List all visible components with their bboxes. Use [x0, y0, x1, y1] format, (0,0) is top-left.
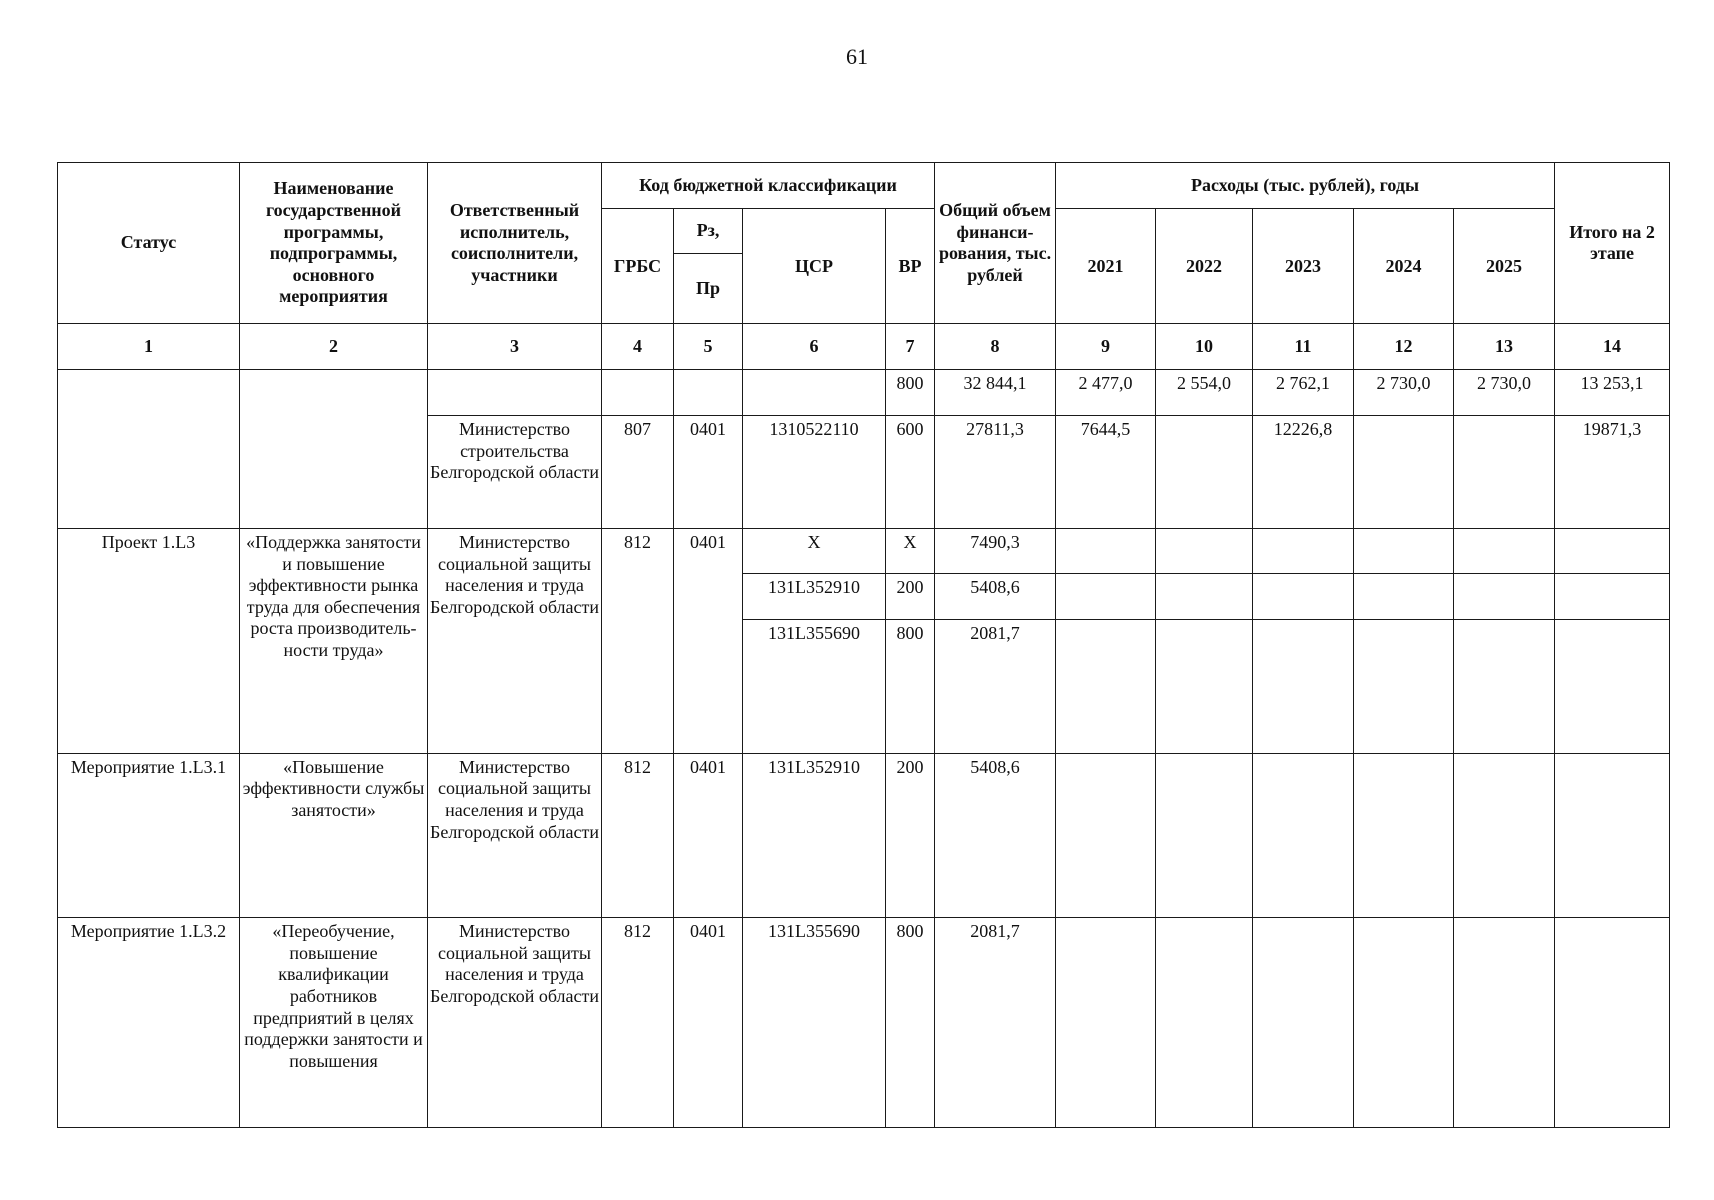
rzpr-cell: 0401 [674, 416, 743, 529]
vr-cell: 200 [886, 574, 935, 619]
rzpr-cell [674, 369, 743, 415]
year-2024-cell [1354, 574, 1454, 619]
year-2025-cell [1454, 528, 1555, 573]
grbs-cell: 807 [602, 416, 674, 529]
year-2022-cell [1156, 528, 1253, 573]
status-cell: Проект 1.L3 [58, 528, 240, 753]
column-number: 6 [743, 324, 886, 369]
column-number: 4 [602, 324, 674, 369]
csr-cell: 131L355690 [743, 619, 886, 753]
column-number: 5 [674, 324, 743, 369]
name-cell [240, 369, 428, 528]
stage-total-cell [1555, 619, 1670, 753]
grbs-cell: 812 [602, 753, 674, 917]
table-row [58, 369, 1670, 415]
header-csr: ЦСР [743, 209, 886, 324]
csr-cell: 131L355690 [743, 918, 886, 1128]
status-cell: Мероприятие 1.L3.2 [58, 918, 240, 1128]
year-2022-cell [1156, 918, 1253, 1128]
year-2025-cell [1454, 918, 1555, 1128]
name-cell: «Повышение эффективности службы занятости» [240, 753, 428, 917]
year-2023-cell [1253, 753, 1354, 917]
name-cell: «Поддержка занятости и повышение эффективности рынка труда для обеспечения роста производитель-ности труда» [240, 528, 428, 753]
total-cell: 27811,3 [935, 416, 1056, 529]
total-cell: 5408,6 [935, 753, 1056, 917]
column-number: 7 [886, 324, 935, 369]
executor-cell: Министерство социальной защиты населения и труда Белгородской области [428, 753, 602, 917]
grbs-cell [602, 369, 674, 415]
year-2024-cell [1354, 918, 1454, 1128]
header-program-name: Наименование государственной программы, подпрограммы, основного мероприятия [240, 163, 428, 324]
csr-cell: 131L352910 [743, 574, 886, 619]
column-number: 10 [1156, 324, 1253, 369]
year-2022-cell [1156, 416, 1253, 529]
year-2022-cell [1156, 753, 1253, 917]
vr-cell: 800 [886, 369, 935, 415]
header-year-2023: 2023 [1253, 209, 1354, 324]
year-2021-cell: 2 477,0 [1056, 369, 1156, 415]
stage-total-cell: 19871,3 [1555, 416, 1670, 529]
column-number: 12 [1354, 324, 1454, 369]
header-row [58, 163, 1670, 209]
column-number: 13 [1454, 324, 1555, 369]
year-2022-cell [1156, 574, 1253, 619]
year-2025-cell [1454, 753, 1555, 917]
header-total-volume: Общий объем финанси-рования, тыс. рублей [935, 163, 1056, 324]
header-vr: ВР [886, 209, 935, 324]
stage-total-cell [1555, 918, 1670, 1128]
header-grbs: ГРБС [602, 209, 674, 324]
header-executor: Ответственный исполнитель, соисполнители, участники [428, 163, 602, 324]
year-2023-cell: 2 762,1 [1253, 369, 1354, 415]
name-cell: «Переобучение, повышение квалификации работников предприятий в целях поддержки занятости и повышения [240, 918, 428, 1128]
year-2023-cell [1253, 619, 1354, 753]
header-year-2024: 2024 [1354, 209, 1454, 324]
grbs-cell: 812 [602, 528, 674, 753]
vr-cell: 600 [886, 416, 935, 529]
column-number: 14 [1555, 324, 1670, 369]
status-cell [58, 369, 240, 528]
column-number: 9 [1056, 324, 1156, 369]
header-pr: Пр [674, 253, 743, 324]
header-rz: Рз, [674, 209, 743, 253]
header-expenses: Расходы (тыс. рублей), годы [1056, 163, 1555, 209]
year-2021-cell: 7644,5 [1056, 416, 1156, 529]
year-2022-cell: 2 554,0 [1156, 369, 1253, 415]
stage-total-cell: 13 253,1 [1555, 369, 1670, 415]
header-budget-code: Код бюджетной классификации [602, 163, 935, 209]
year-2023-cell [1253, 528, 1354, 573]
year-2025-cell [1454, 574, 1555, 619]
table-row [58, 753, 1670, 917]
table-row [58, 528, 1670, 573]
year-2022-cell [1156, 619, 1253, 753]
stage-total-cell [1555, 753, 1670, 917]
year-2024-cell [1354, 416, 1454, 529]
executor-cell [428, 369, 602, 415]
csr-cell: 131L352910 [743, 753, 886, 917]
rzpr-cell: 0401 [674, 528, 743, 753]
total-cell: 2081,7 [935, 918, 1056, 1128]
budget-table [57, 162, 1670, 1128]
header-year-2022: 2022 [1156, 209, 1253, 324]
year-2024-cell [1354, 528, 1454, 573]
grbs-cell: 812 [602, 918, 674, 1128]
year-2024-cell [1354, 753, 1454, 917]
year-2025-cell [1454, 416, 1555, 529]
csr-cell: Х [743, 528, 886, 573]
rzpr-cell: 0401 [674, 918, 743, 1128]
page-number: 61 [846, 44, 868, 69]
table-row [58, 918, 1670, 1128]
year-2023-cell [1253, 918, 1354, 1128]
total-cell: 5408,6 [935, 574, 1056, 619]
total-cell: 7490,3 [935, 528, 1056, 573]
csr-cell: 1310522110 [743, 416, 886, 529]
year-2021-cell [1056, 528, 1156, 573]
year-2025-cell: 2 730,0 [1454, 369, 1555, 415]
header-year-2025: 2025 [1454, 209, 1555, 324]
column-number: 2 [240, 324, 428, 369]
stage-total-cell [1555, 574, 1670, 619]
column-number: 1 [58, 324, 240, 369]
year-2021-cell [1056, 918, 1156, 1128]
total-cell: 32 844,1 [935, 369, 1056, 415]
status-cell: Мероприятие 1.L3.1 [58, 753, 240, 917]
year-2023-cell [1253, 574, 1354, 619]
column-number: 3 [428, 324, 602, 369]
total-cell: 2081,7 [935, 619, 1056, 753]
column-number: 11 [1253, 324, 1354, 369]
column-number: 8 [935, 324, 1056, 369]
stage-total-cell [1555, 528, 1670, 573]
year-2023-cell: 12226,8 [1253, 416, 1354, 529]
rzpr-cell: 0401 [674, 753, 743, 917]
vr-cell: 800 [886, 918, 935, 1128]
year-2024-cell: 2 730,0 [1354, 369, 1454, 415]
vr-cell: 800 [886, 619, 935, 753]
csr-cell [743, 369, 886, 415]
header-year-2021: 2021 [1056, 209, 1156, 324]
vr-cell: Х [886, 528, 935, 573]
header-stage-total: Итого на 2 этапе [1555, 163, 1670, 324]
year-2025-cell [1454, 619, 1555, 753]
executor-cell: Министерство социальной защиты населения и труда Белгородской области [428, 528, 602, 753]
year-2021-cell [1056, 574, 1156, 619]
executor-cell: Министерство социальной защиты населения и труда Белгородской области [428, 918, 602, 1128]
column-number-row [58, 324, 1670, 369]
header-status: Статус [58, 163, 240, 324]
executor-cell: Министерство строительства Белгородской области [428, 416, 602, 529]
year-2021-cell [1056, 619, 1156, 753]
year-2024-cell [1354, 619, 1454, 753]
year-2021-cell [1056, 753, 1156, 917]
vr-cell: 200 [886, 753, 935, 917]
